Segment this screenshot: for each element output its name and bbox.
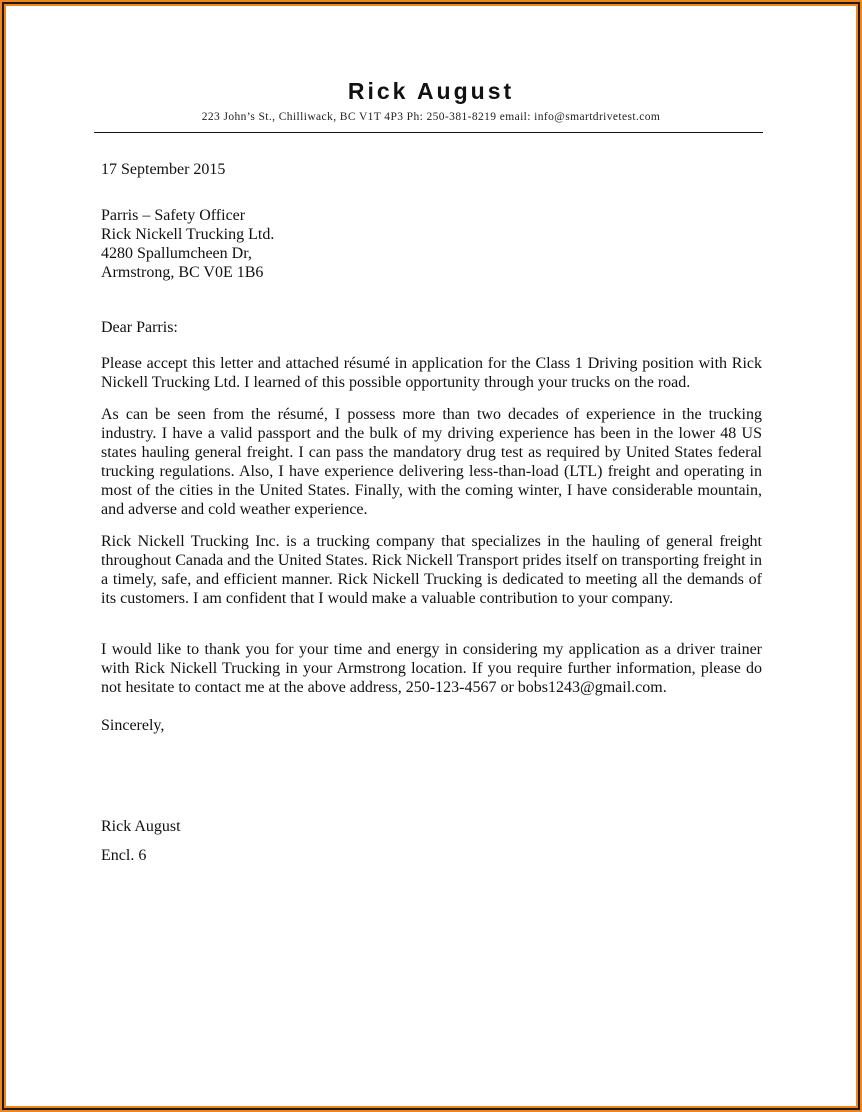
recipient-address <box>101 206 762 282</box>
body-paragraph-4: I would like to thank you for your time and energy in considering my application as a driver trainer with Rick Nickell Trucking in your Armstrong location. If you require further information, please do not hesitate to contact me at the above address, 250-123-4567 or bobs1243@gmail.com. <box>101 641 762 696</box>
recipient-line: 4280 Spallumcheen Dr, <box>101 245 252 262</box>
enclosure-note: Encl. 6 <box>101 847 147 864</box>
letterhead-name: Rick August <box>347 78 515 104</box>
signature-name: Rick August <box>101 818 181 835</box>
body-paragraph-2: As can be seen from the résumé, I possess more than two decades of experience in the trucking industry. I have a valid passport and the bulk of my driving experience has been in the lower 48 US states hauling general freight. I can pass the mandatory drug test as required by United States federal trucking regulations. Also, I have experience delivering less-than-load (LTL) freight and operating in most of the cities in the United States. Finally, with the coming winter, I have considerable mountain, and adverse and cold weather experience. <box>101 406 762 518</box>
salutation: Dear Parris: <box>101 319 178 336</box>
closing: Sincerely, <box>101 717 165 734</box>
letterhead-contact: 223 John’s St., Chilliwack, BC V1T 4P3 Ph: 250-381-8219 email: info@smartdrivetest.com <box>201 111 661 123</box>
letter-date: 17 September 2015 <box>101 161 226 178</box>
recipient-line: Parris – Safety Officer <box>101 207 246 224</box>
body-paragraph-1: Please accept this letter and attached résumé in application for the Class 1 Driving position with Rick Nickell Trucking Ltd. I learned of this possible opportunity through your trucks on the road. <box>101 355 762 391</box>
recipient-line: Armstrong, BC V0E 1B6 <box>101 264 264 281</box>
recipient-line: Rick Nickell Trucking Ltd. <box>101 226 275 243</box>
letterhead-divider <box>94 132 763 133</box>
body-paragraph-3: Rick Nickell Trucking Inc. is a trucking company that specializes in the hauling of general freight throughout Canada and the United States. Rick Nickell Transport prides itself on transporting freight in a timely, safe, and efficient manner. Rick Nickell Trucking is dedicated to meeting all the demands of its customers. I am confident that I would make a valuable contribution to your company. <box>101 533 762 607</box>
